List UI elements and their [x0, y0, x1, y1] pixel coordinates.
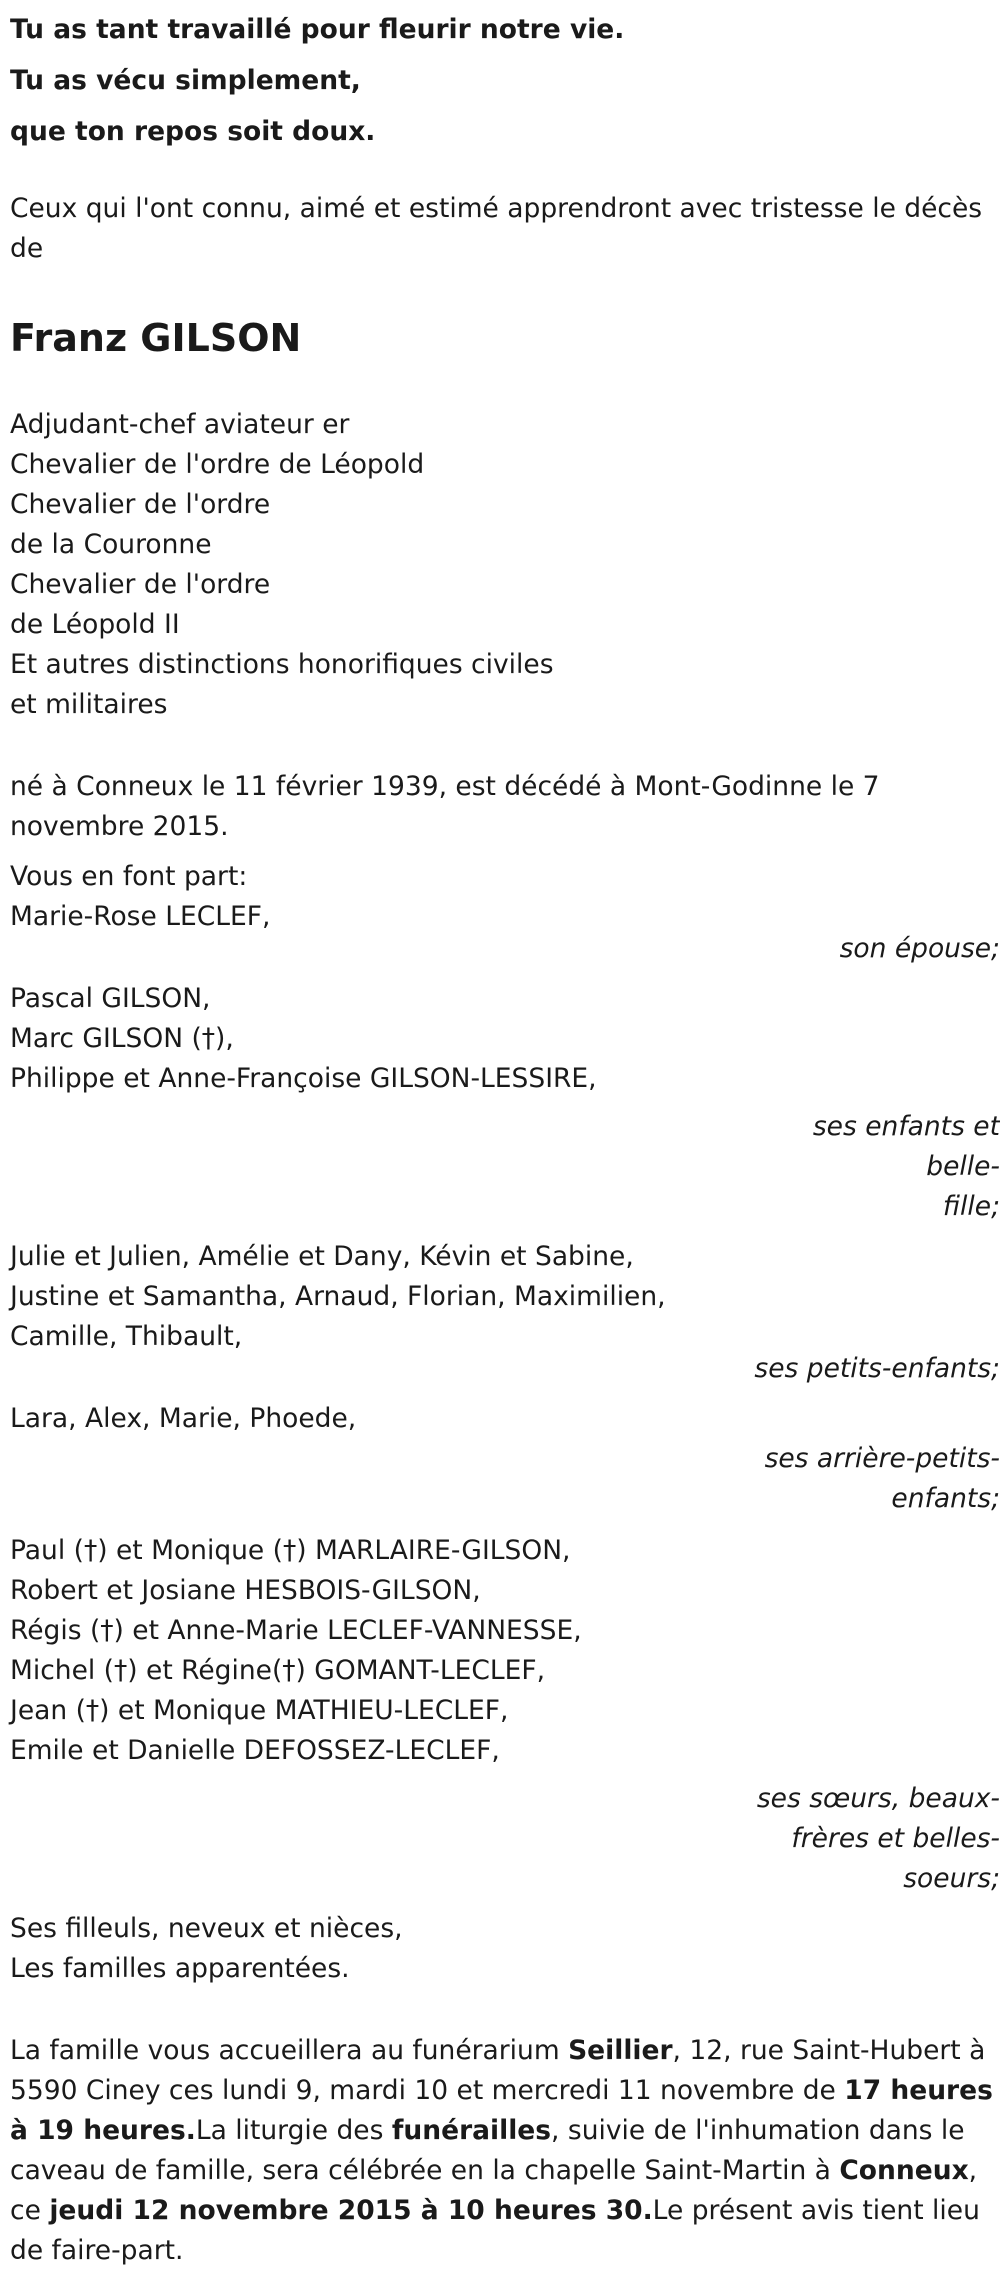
visiting-hours: 17 heures à 19 heures.: [10, 2075, 993, 2146]
relation-line: ses arrière-petits-: [764, 1443, 1000, 1474]
funeral-text: , 12, rue Saint-Hubert à 5590 Ciney ces lundi 9, mardi 10 et mercredi 11 novembre de: [10, 2035, 986, 2106]
family-member: Justine et Samantha, Arnaud, Florian, Maximilien,: [10, 1281, 666, 1312]
funeral-home-name: Seillier: [568, 2035, 673, 2066]
funeral-text: , suivie de l'inhumation dans le caveau de famille, sera célébrée en la chapelle Saint-Martin à: [10, 2115, 965, 2186]
family-member: Les familles apparentées.: [10, 1953, 350, 1984]
title-line: Adjudant-chef aviateur er: [10, 409, 350, 440]
family-member: Ses filleuls, neveux et nièces,: [10, 1913, 403, 1944]
funeral-text: , ce: [10, 2155, 978, 2226]
family-member: Robert et Josiane HESBOIS-GILSON,: [10, 1575, 481, 1606]
title-line: de la Couronne: [10, 529, 212, 560]
family-member: Marc GILSON (†),: [10, 1023, 234, 1054]
deceased-name: Franz GILSON: [10, 316, 302, 360]
funeral-keyword: funérailles: [391, 2115, 552, 2146]
title-line: Chevalier de l'ordre: [10, 569, 271, 600]
relation-label: [740, 1439, 1000, 1519]
ceremony-place: Conneux: [839, 2155, 969, 2186]
other-relatives: [10, 1909, 990, 1989]
relation-line: fille;: [942, 1191, 1000, 1222]
birth-death-statement: né à Conneux le 11 février 1939, est décédé à Mont-Godinne le 7 novembre 2015.: [10, 771, 880, 842]
title-line: et militaires: [10, 689, 168, 720]
relation-line: enfants;: [891, 1483, 1000, 1514]
relation-label: son épouse;: [839, 933, 1000, 964]
funeral-details: [10, 2031, 995, 2271]
poem-line: que ton repos soit doux.: [10, 116, 376, 147]
poem: [10, 0, 990, 157]
grandchildren-group: [10, 1237, 1000, 1389]
title-line: Chevalier de l'ordre de Léopold: [10, 449, 425, 480]
children-group: [10, 979, 1000, 1227]
funeral-text: Le présent avis tient lieu de faire-part.: [10, 2195, 980, 2266]
relation-line: frères et belles-: [791, 1823, 1000, 1854]
poem-line: Tu as vécu simplement,: [10, 65, 361, 96]
poem-line: Tu as tant travaillé pour fleurir notre vie.: [10, 14, 625, 45]
family-member: Julie et Julien, Amélie et Dany, Kévin et Sabine,: [10, 1241, 634, 1272]
relation-line: ses sœurs, beaux-: [756, 1783, 1000, 1814]
siblings-group: [10, 1531, 1000, 1899]
family-member: Emile et Danielle DEFOSSEZ-LECLEF,: [10, 1735, 500, 1766]
title-line: de Léopold II: [10, 609, 180, 640]
family-member: Paul (†) et Monique (†) MARLAIRE-GILSON,: [10, 1535, 571, 1566]
great-grandchildren-group: [10, 1399, 1000, 1519]
relation-label: [740, 1107, 1000, 1227]
obituary-notice: [10, 0, 1000, 2271]
family-member: Philippe et Anne-Françoise GILSON-LESSIRE,: [10, 1063, 597, 1094]
relation-label: ses petits-enfants;: [754, 1353, 1000, 1384]
announce-intro: Vous en font part:: [10, 861, 248, 892]
family-member: Camille, Thibault,: [10, 1321, 243, 1352]
spouse-group: [10, 857, 1000, 969]
family-member: Jean (†) et Monique MATHIEU-LECLEF,: [10, 1695, 509, 1726]
funeral-text: La liturgie des: [195, 2115, 392, 2146]
family-member: Régis (†) et Anne-Marie LECLEF-VANNESSE,: [10, 1615, 582, 1646]
family-member: Pascal GILSON,: [10, 983, 211, 1014]
family-member: Lara, Alex, Marie, Phoede,: [10, 1403, 357, 1434]
title-line: Et autres distinctions honorifiques civiles: [10, 649, 554, 680]
relation-label: [740, 1779, 1000, 1899]
relation-line: soeurs;: [903, 1863, 1000, 1894]
honorific-titles: [10, 405, 990, 725]
ceremony-datetime: jeudi 12 novembre 2015 à 10 heures 30.: [49, 2195, 653, 2226]
intro-text: Ceux qui l'ont connu, aimé et estimé apprendront avec tristesse le décès de: [10, 193, 983, 264]
relation-line: ses enfants et belle-: [812, 1111, 1000, 1182]
title-line: Chevalier de l'ordre: [10, 489, 271, 520]
funeral-text: La famille vous accueillera au funérarium: [10, 2035, 569, 2066]
family-member: Marie-Rose LECLEF,: [10, 901, 271, 932]
family-member: Michel (†) et Régine(†) GOMANT-LECLEF,: [10, 1655, 546, 1686]
